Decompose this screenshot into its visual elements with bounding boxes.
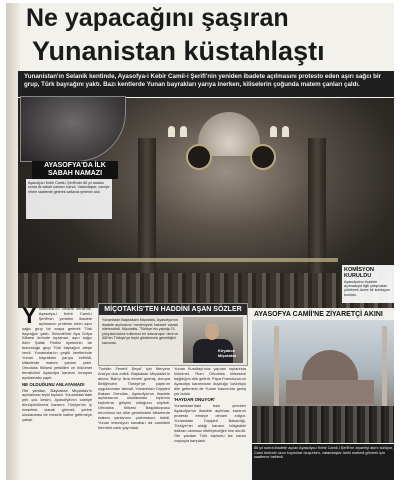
deck-text: Yunanistan'ın Selanik kentinde, Ayasofya-i Kebir Camii-i Şerifi'nin yeniden ibadete açılmasını protesto eden aşırı sağcı bir grup, Türk bayrağını yaktı. Bazı kentlerde Yunan bayrakları yarıya inerken, kiliselerin çoğunda matem çanları çaldı. [18, 71, 394, 97]
pillar-shape [138, 138, 156, 288]
window-shape [282, 126, 289, 137]
inset-caption-text: Ayasofya-i Kebir Camii-i Şerifi'nde 86 yıl aradan sonra ilk sabah namazı kılındı. Vatandaşlar, camiye erken saatlerde gelerek saflarda yerlerini aldı. [26, 179, 112, 219]
minaret-shape [274, 326, 279, 406]
window-shape [168, 126, 175, 137]
window-shape [270, 126, 277, 137]
commission-box [342, 265, 394, 303]
ayasofya-exterior-photo [252, 320, 394, 443]
headline-line-1: Ne yapacağını şaşıran [26, 4, 289, 32]
commission-box-title: KOMİSYON KURULDU [344, 267, 374, 279]
inset-caption-title: AYASOFYA'DA İLK SABAH NAMAZI [32, 161, 118, 179]
article-column-1 [22, 307, 92, 479]
mitsotakis-text: Yunanistan Başbakanı Miçotakis, Ayasofya'nın ibadete açılmasını 'medeniyete hakaret' olarak nitelendirdi. Miçotakis, 'Türkiye'nin yaptığı 21. yüzyılda kabul edilemez bir davranıştır' dedi ve AB'nin Türkiye'ye tepki göstermesi gerektiğini savundu. [102, 318, 179, 345]
calligraphy-medallion [250, 144, 276, 170]
mitsotakis-photo-name: Kiryakos Miçotakis [218, 348, 237, 358]
window-shape [180, 126, 187, 137]
drop-cap: Y [22, 307, 37, 328]
newspaper-page [6, 3, 394, 480]
portrait-face [205, 323, 219, 340]
column-3-text-2: Yunanistan'daki bazı çevreler Ayasofya'nın ibadete açılması kararını protesto etmeye devam ediyor. Yunanistan Dışişleri Bakanlığı, Türkiye'nin aldığı kararın bölgedeki istikrarı olumsuz etkileyeceğini öne sürdü. Öte yandan Türk toplumu ise kararı coşkuyla karşıladı. [174, 403, 246, 443]
ayasofya-visit-caption: 86 yıl sonra ibadete açılan Ayasofya-i Kebir Camii-i Şerifi'ne ziyaretçi akını sürüyor. Cami önünde uzun kuyruklar oluşurken, vatandaşlar tarihi mabedi görmek için saatlerce bekledi. [252, 444, 394, 480]
pillar-shape [308, 138, 326, 288]
visitors-crowd [252, 406, 394, 443]
ayasofya-visit-heading: AYASOFYA CAMİİ'NE ZİYARETÇİ AKINI [254, 311, 383, 318]
headline-line-2: Yunanistan küstahlaştı [32, 36, 325, 66]
mitsotakis-box [98, 303, 248, 366]
column-3-subheading: 'HAYDAR ONUYOR' [174, 397, 215, 403]
chandelier-ring [78, 258, 338, 262]
minaret-shape [382, 326, 387, 406]
commission-box-text: Ayasofya'nın ibadete açılmasıyla ilgili çalışmaları yürütmek üzere bir komisyon kuruldu. [344, 280, 390, 297]
mitsotakis-heading: MİÇOTAKİS'TEN HADDİNİ AŞAN SÖZLER [99, 304, 247, 315]
article-column-3 [174, 367, 246, 479]
calligraphy-medallion [186, 144, 212, 170]
exterior-dome [302, 350, 358, 382]
article-column-2 [98, 367, 170, 479]
column-1-text-2: Öte yandan, Başbakan Miçotakis'in açıklaması tepki topladı. Yunanistan'daki pek çok kesim, Ayasofya'nın camiye dönüştürülmesi kararını Türkiye'nin iç meselesi olarak görmek yerine uluslararası bir mesele haline getirmeye çalıştı. [22, 387, 92, 422]
column-3-text: Yunan Kurultayı'nda yapılan toplantıda hükümet, Rum Ortodoks kilisesine bağlılığını dile getirdi. Papa Franciscus'un Ayasofya kararından duyduğu üzüntüyü dile getirmesi de Yunan basınında geniş yer buldu. [174, 367, 246, 396]
column-1-subheading: NE OLDUĞUNU ANLAYAMADI [22, 381, 85, 387]
exterior-building [286, 380, 374, 404]
column-2-text: 'Turistin Fenerli Şeysi' İçin Meryem Ana'ya dua edildi. Başbakan Miçotakis'in aklına 'Batı'yı ikna etmek' gelmiş, Avrupa Birliği'nden Türkiye'ye yaptırım uygulanması istendi. Yunanistan Dışişleri Bakanı Dendias, Ayasofya'nın ibadete açılmasının uluslararası toplumu kışkırtma girişimi olduğunu söyledi. Ortodoks Kilisesi Başpiskoposu Ieronimos ise ülke genelindeki kiliselerde matem çanlarının çalınmasını istedi. Yunan televizyon kanalları da camideki törenleri canlı yayınladı. [98, 367, 170, 430]
column-1-text: unanistan'ın Selanik kentinde, Ayasofya-i Kebir Camii-i Şerifi'nin yeniden ibadete açılmasını protesto eden aşırı sağcı grup bir araya gelerek Türk bayrağını yaktı. Selanik'teki Aya Sofya Kilisesi önünde toplanan, aşırı sağcı Altın Şafak Partisi üyelerinin de bulunduğu grup Türk bayrağını ateşe verdi. Yunanistan'ın çeşitli kentlerinde Yunan bayrakları yarıya indirildi, kiliselerde matem çanları çaldı. Ortodoks Kilisesi yetkilileri ve hükümet temsilcileri Ayasofya kararını kınayan açıklamalar yaptı. [22, 307, 92, 380]
